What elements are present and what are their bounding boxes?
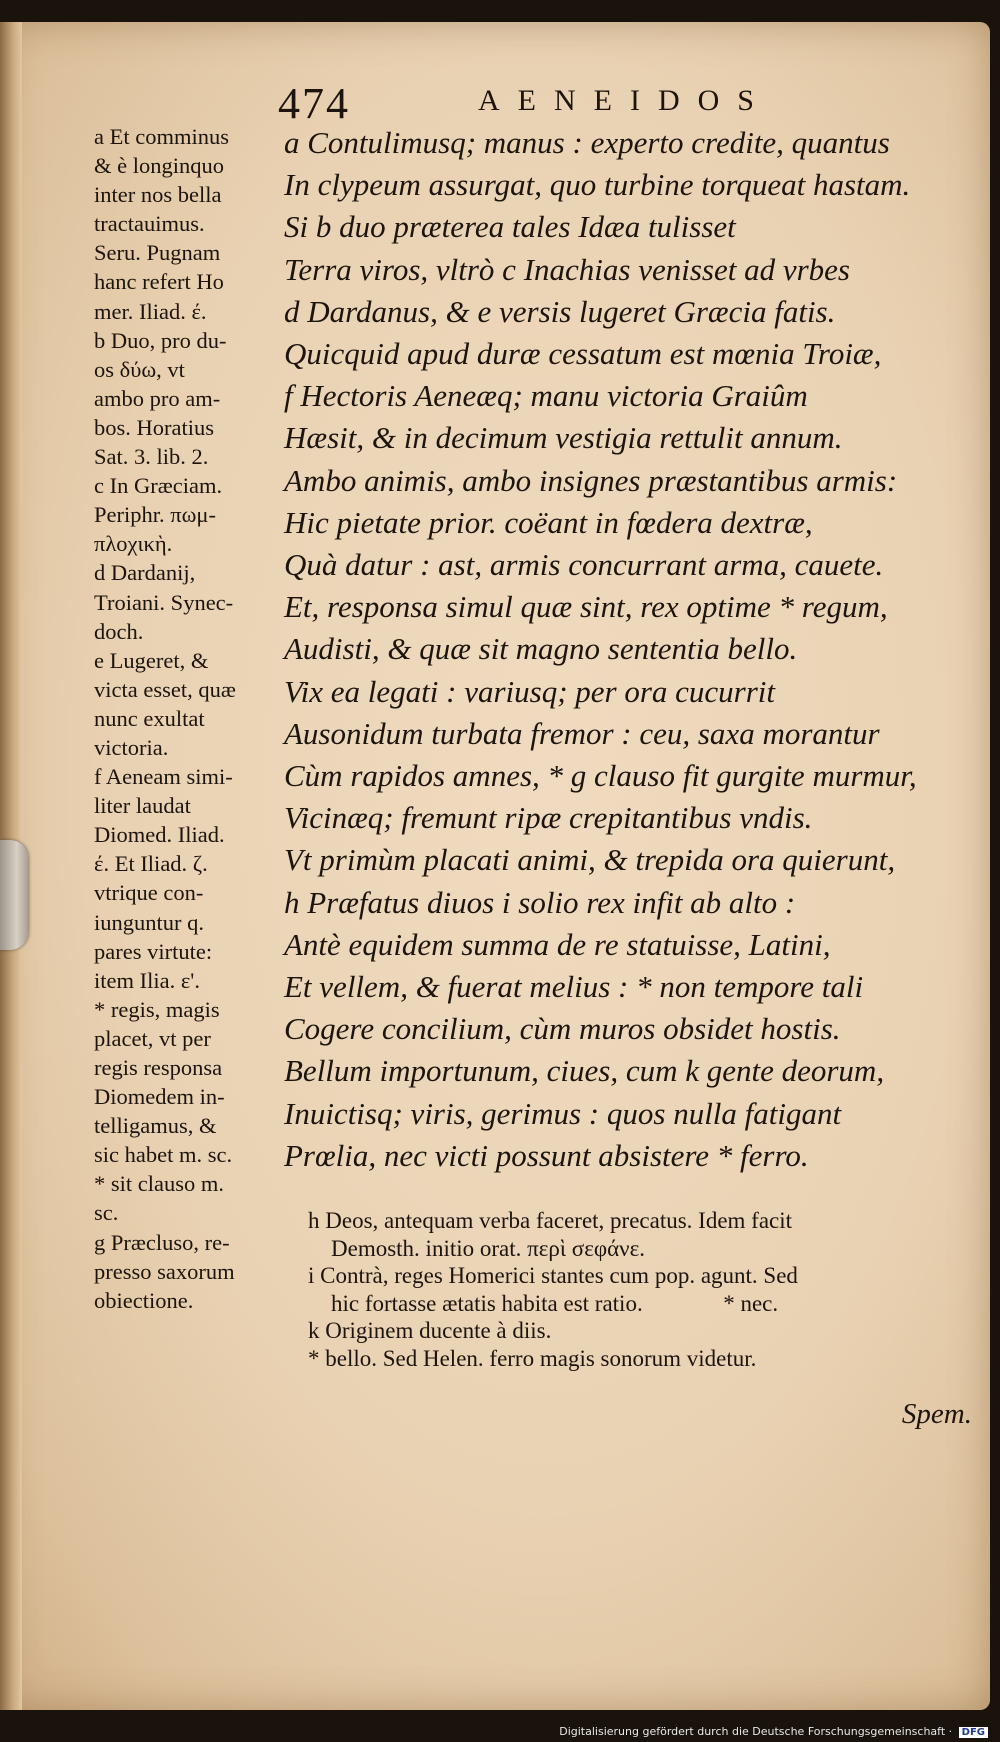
verse-line: Vicinæq; fremunt ripæ crepitantibus vndis.: [284, 800, 813, 836]
margin-note-line: c In Græciam.: [94, 473, 223, 499]
verse-line: Quicquid apud duræ cessatum est mœnia Troiæ,: [284, 336, 882, 372]
margin-note-line: Periphr. πωμ-: [94, 502, 216, 528]
credit-text: Digitalisierung gefördert durch die Deutsche Forschungsgemeinschaft ·: [559, 1725, 953, 1738]
digitization-credit: [559, 1725, 988, 1738]
verse-line: Cùm rapidos amnes, * g clauso fit gurgite murmur,: [284, 758, 917, 794]
verse-line: Hic pietate prior. coëant in fœdera dextræ,: [284, 504, 813, 540]
verse-line: Audisti, & quæ sit magno sententia bello.: [284, 631, 798, 667]
margin-note-line: g Præcluso, re-: [94, 1229, 230, 1255]
verse-line: Hæsit, & in decimum vestigia rettulit annum.: [284, 420, 843, 456]
margin-note-line: a Et comminus: [94, 124, 229, 149]
footnote-line: hic fortasse ætatis habita est ratio. * nec.: [308, 1290, 779, 1316]
margin-note-line: * regis, magis: [94, 996, 220, 1022]
margin-note-line: Sat. 3. lib. 2.: [94, 444, 209, 470]
verse-line: Ausonidum turbata fremor : ceu, saxa morantur: [284, 715, 880, 751]
footnotes: [308, 1207, 980, 1372]
verse-line: Ambo animis, ambo insignes præstantibus armis:: [284, 462, 898, 498]
footnote-line: k Originem ducente à diis.: [308, 1318, 552, 1343]
margin-note-line: nunc exultat: [94, 705, 205, 731]
margin-note-line: placet, vt per: [94, 1025, 211, 1051]
margin-note-line: telligamus, &: [94, 1113, 217, 1139]
margin-note-line: sc.: [94, 1200, 119, 1226]
margin-note-line: Troiani. Synec-: [94, 589, 234, 615]
verse-line: Vt primùm placati animi, & trepida ora quierunt,: [284, 842, 896, 878]
verse-line: Si b duo præterea tales Idæa tulisset: [284, 209, 736, 245]
verse-line: Bellum importunum, ciues, cum k gente deorum,: [284, 1053, 885, 1089]
margin-note-line: e Lugeret, &: [94, 647, 209, 673]
footnote-line: i Contrà, reges Homerici stantes cum pop. agunt. Sed: [308, 1263, 798, 1288]
margin-note-line: bos. Horatius: [94, 414, 214, 440]
catchword: Spem.: [901, 1398, 972, 1430]
verse-line: Vix ea legati : variusq; per ora cucurrit: [284, 673, 776, 709]
margin-note-line: mer. Iliad. έ.: [94, 298, 207, 324]
margin-note-line: * sit clauso m.: [94, 1171, 224, 1197]
verse-line: Terra viros, vltrò c Inachias venisset ad vrbes: [284, 251, 850, 287]
verse-line: Antè equidem summa de re statuisse, Latini,: [284, 926, 831, 962]
book-clasp: [0, 840, 28, 950]
margin-note-line: f Aeneam simi-: [94, 764, 233, 790]
running-title: AENEIDOS: [478, 84, 772, 117]
verse-line: Quà datur : ast, armis concurrant arma, cauete.: [284, 547, 884, 583]
margin-note-line: victoria.: [94, 734, 169, 760]
margin-note-line: έ. Et Iliad. ζ.: [94, 851, 208, 877]
margin-note-line: doch.: [94, 618, 144, 644]
verse-line: d Dardanus, & e versis lugeret Græcia fatis.: [284, 293, 836, 329]
margin-note-line: sic habet m. sc.: [94, 1142, 233, 1168]
footnote-line: * bello. Sed Helen. ferro magis sonorum videtur.: [308, 1345, 757, 1371]
verse-line: Prœlia, nec victi possunt absistere * ferro.: [284, 1137, 809, 1173]
margin-note-line: hanc refert Ho: [94, 269, 224, 295]
margin-note-line: Diomed. Iliad.: [94, 822, 225, 848]
margin-note-line: tractauimus.: [94, 211, 205, 237]
margin-note-line: item Ilia. ε'.: [94, 967, 200, 993]
margin-note-line: liter laudat: [94, 793, 191, 819]
margin-note-line: Diomedem in-: [94, 1084, 225, 1110]
verse-line: Et, responsa simul quæ sint, rex optime * regum,: [284, 589, 888, 625]
footnote-line: h Deos, antequam verba faceret, precatus. Idem facit: [308, 1208, 793, 1233]
margin-note-line: & è longinquo: [94, 153, 224, 179]
verse-text: [284, 122, 984, 1177]
verse-line: h Præfatus diuos i solio rex infit ab alto :: [284, 884, 796, 920]
margin-note-line: b Duo, pro du-: [94, 327, 227, 353]
margin-note-line: πλοχικὴ.: [94, 531, 173, 557]
verse-line: Cogere concilium, cùm muros obsidet hostis.: [284, 1011, 841, 1047]
margin-note-line: inter nos bella: [94, 182, 222, 208]
margin-note-line: ambo pro am-: [94, 385, 221, 411]
margin-note-line: pares virtute:: [94, 938, 213, 964]
margin-note-line: obiectione.: [94, 1287, 194, 1313]
margin-note-line: iunguntur q.: [94, 909, 204, 935]
margin-note-line: vtrique con-: [94, 880, 204, 906]
verse-line: In clypeum assurgat, quo turbine torqueat hastam.: [284, 167, 911, 203]
verse-line: f Hectoris Aeneæq; manu victoria Graiûm: [284, 378, 808, 414]
margin-note-line: d Dardanij,: [94, 560, 196, 586]
verse-line: a Contulimusq; manus : experto credite, quantus: [284, 125, 890, 160]
page-number: 474: [278, 79, 350, 128]
margin-note-line: presso saxorum: [94, 1258, 235, 1284]
margin-note-line: os δύω, vt: [94, 356, 185, 382]
margin-note-line: regis responsa: [94, 1055, 223, 1080]
dfg-logo: DFG: [959, 1727, 988, 1738]
verse-line: Et vellem, & fuerat melius : * non tempore tali: [284, 969, 864, 1005]
margin-note-line: Seru. Pugnam: [94, 240, 221, 266]
margin-note-line: victa esset, quæ: [94, 676, 236, 702]
footnote-line: Demosth. initio orat. περὶ σεφάνε.: [308, 1235, 645, 1261]
verse-line: Inuictisq; viris, gerimus : quos nulla fatigant: [284, 1095, 842, 1131]
margin-notes: [94, 122, 274, 1315]
